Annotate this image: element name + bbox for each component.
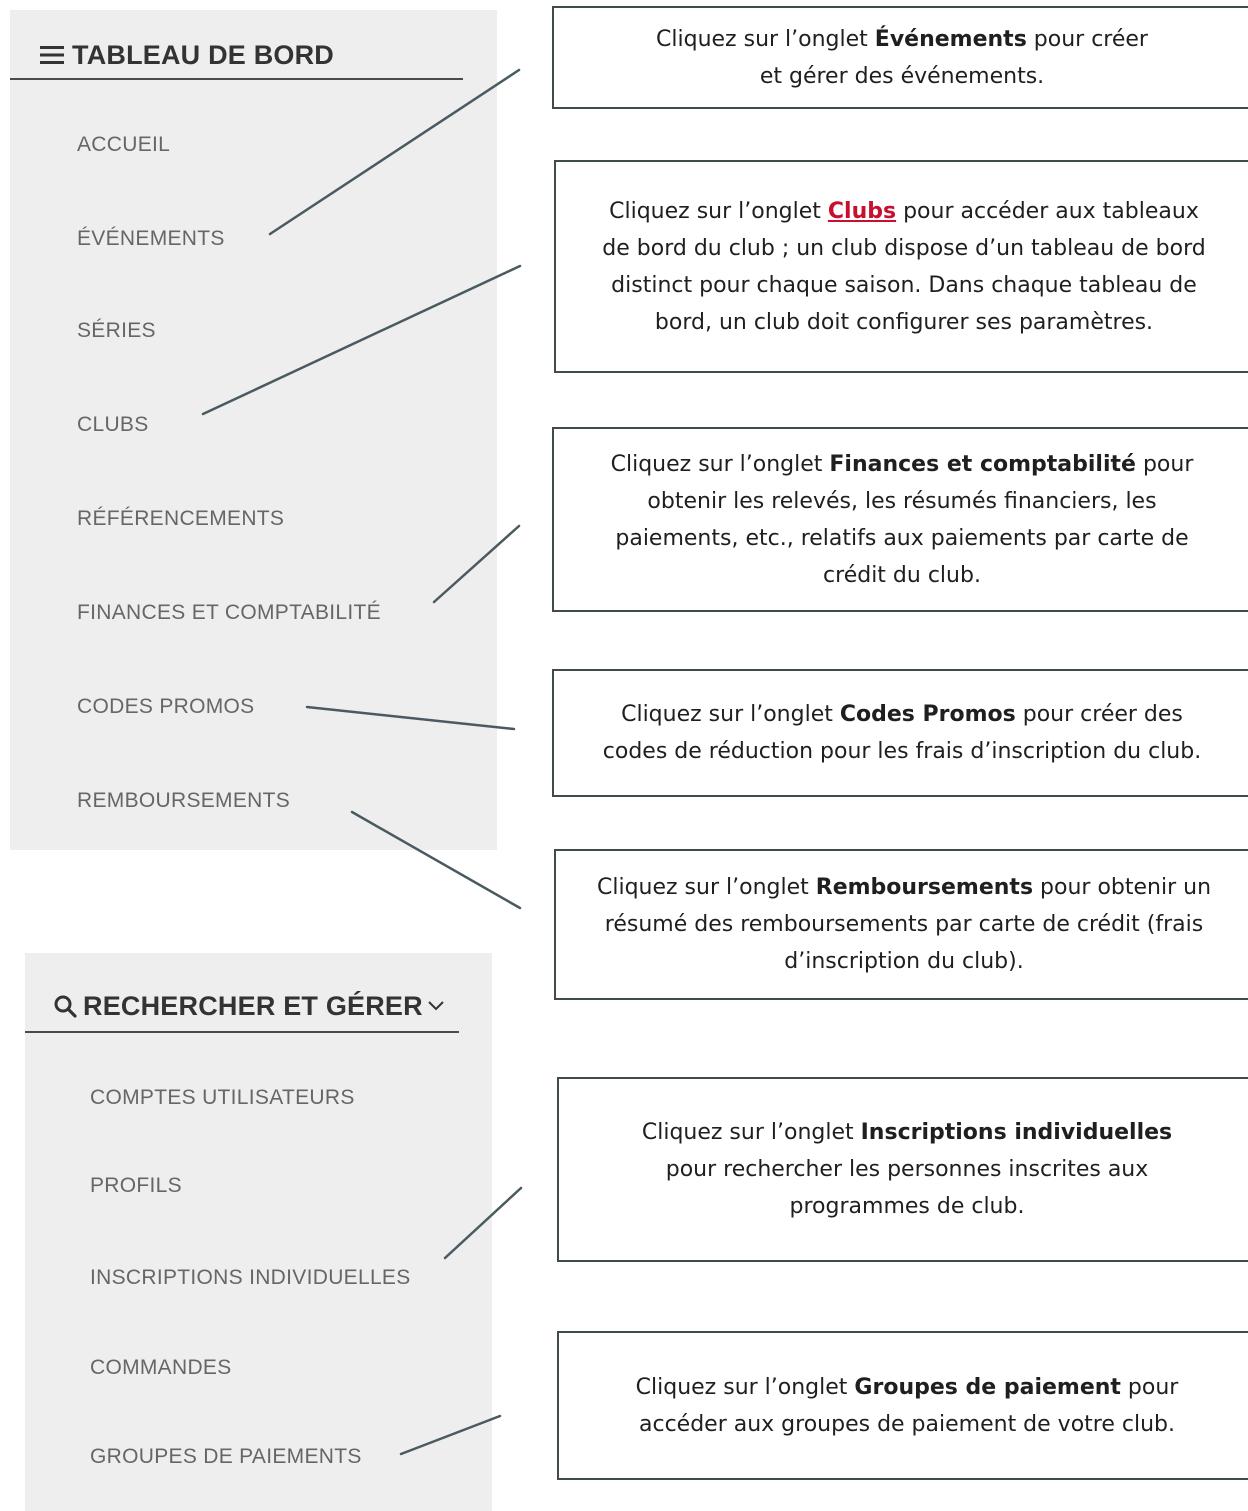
nav-item-commandes[interactable]: COMMANDES xyxy=(90,1356,232,1379)
nav-item-clubs[interactable]: CLUBS xyxy=(77,413,149,436)
nav-item-groupes-de-paiements[interactable]: GROUPES DE PAIEMENTS xyxy=(90,1445,362,1468)
search-icon xyxy=(53,994,77,1018)
nav-item-profils[interactable]: PROFILS xyxy=(90,1174,182,1197)
callout-remboursements xyxy=(554,849,1248,1000)
nav-item-evenements[interactable]: ÉVÉNEMENTS xyxy=(77,227,225,250)
callout-codes-promos xyxy=(552,669,1248,797)
nav-item-inscriptions-individuelles[interactable]: INSCRIPTIONS INDIVIDUELLES xyxy=(90,1266,411,1289)
search-manage-panel xyxy=(25,953,492,1511)
nav-item-comptes-utilisateurs[interactable]: COMPTES UTILISATEURS xyxy=(90,1086,355,1109)
callout-clubs-text: Cliquez sur l’onglet Clubs pour accéder aux tableaux de bord du club ; un club dispose d’un tableau de bord distinct pour chaque saison. Dans chaque tableau de bord, un club doit configurer ses paramètres. xyxy=(602,198,1206,335)
search-manage-header-label: RECHERCHER ET GÉRER xyxy=(83,990,423,1021)
nav-item-remboursements[interactable]: REMBOURSEMENTS xyxy=(77,789,291,812)
nav-item-codes-promos[interactable]: CODES PROMOS xyxy=(77,695,255,718)
callout-clubs xyxy=(554,160,1248,373)
dashboard-panel xyxy=(10,10,497,850)
nav-item-referencements[interactable]: RÉFÉRENCEMENTS xyxy=(77,507,285,530)
dashboard-header-label: TABLEAU DE BORD xyxy=(72,39,334,70)
callout-evenements xyxy=(552,6,1248,109)
clubs-link[interactable]: Clubs xyxy=(827,198,897,224)
nav-item-series[interactable]: SÉRIES xyxy=(77,319,156,342)
callout-remboursements-text: Cliquez sur l’onglet Remboursements pour obtenir un résumé des remboursements par carte de crédit (frais d’inscription du club). xyxy=(596,875,1212,974)
callout-inscriptions xyxy=(557,1077,1248,1262)
callout-finances xyxy=(552,427,1248,612)
callout-groupes-paiement xyxy=(557,1331,1248,1480)
chevron-down-icon[interactable] xyxy=(427,1000,445,1012)
callout-groupes-paiement-text: Cliquez sur l’onglet Groupes de paiement pour accéder aux groupes de paiement de votre club. xyxy=(635,1374,1179,1437)
nav-item-finances[interactable]: FINANCES ET COMPTABILITÉ xyxy=(77,601,381,624)
dashboard-header[interactable] xyxy=(10,32,463,80)
nav-item-accueil[interactable]: ACCUEIL xyxy=(77,133,171,156)
callout-finances-text: Cliquez sur l’onglet Finances et comptabilité pour obtenir les relevés, les résumés financiers, les paiements, etc., relatifs aux paiements par carte de crédit du club. xyxy=(610,451,1194,588)
hamburger-menu-icon xyxy=(40,45,64,65)
callout-evenements-text: Cliquez sur l’onglet Événements pour créer et gérer des événements. xyxy=(656,26,1148,89)
callout-codes-promos-text: Cliquez sur l’onglet Codes Promos pour créer des codes de réduction pour les frais d’inscription du club. xyxy=(602,702,1202,764)
callout-inscriptions-text: Cliquez sur l’onglet Inscriptions individuelles pour rechercher les personnes inscrites aux programmes de club. xyxy=(641,1120,1173,1219)
search-manage-header[interactable] xyxy=(25,981,459,1033)
